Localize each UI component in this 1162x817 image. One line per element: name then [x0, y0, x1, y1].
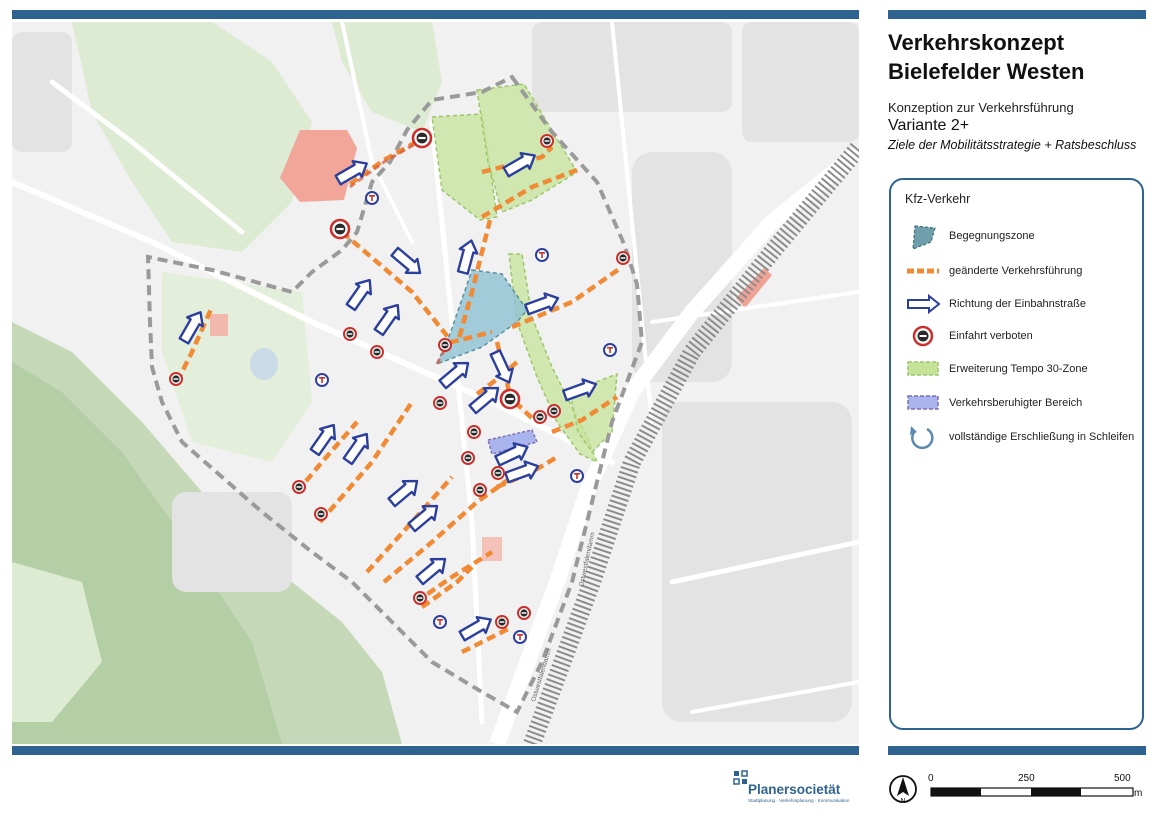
loop-access-sign-icon — [316, 374, 328, 386]
panel-top-bar — [888, 10, 1146, 19]
legend — [889, 178, 1144, 730]
one-way-arrow-icon — [905, 290, 941, 320]
loop-access-sign-icon — [536, 249, 548, 261]
no-entry-sign-icon — [474, 484, 486, 496]
no-entry-sign-icon — [170, 373, 182, 385]
logo-name: Planersocietät — [748, 782, 841, 797]
legend-item-loop-access — [891, 423, 1143, 453]
no-entry-sign-icon — [548, 405, 560, 417]
street-label: Ostwestfalendamm — [530, 647, 554, 703]
legend-label: Richtung der Einbahnstraße — [949, 298, 1086, 310]
panel-bottom-bar — [888, 746, 1146, 755]
loop-access-sign-icon — [514, 631, 526, 643]
loop-access-sign-icon — [434, 616, 446, 628]
subtitle-concept: Konzeption zur Verkehrsführung — [888, 100, 1074, 115]
map-bottom-bar — [12, 746, 859, 755]
legend-label: Begegnungszone — [949, 230, 1035, 242]
legend-item-meeting-zone — [891, 222, 1143, 252]
no-entry-sign-icon — [293, 481, 305, 493]
purple-dashed-area-icon — [905, 389, 941, 419]
scale-unit: m — [1134, 788, 1143, 799]
no-entry-sign-icon — [468, 426, 480, 438]
no-entry-sign-icon — [617, 252, 629, 264]
legend-item-traffic-calmed — [891, 389, 1143, 419]
no-entry-sign-icon — [518, 607, 530, 619]
no-entry-sign-icon — [905, 322, 941, 352]
north-arrow-icon — [888, 772, 920, 806]
no-entry-sign-icon — [413, 129, 431, 147]
no-entry-sign-icon — [492, 467, 504, 479]
scale-tick-250: 250 — [1018, 773, 1035, 784]
legend-item-changed-routing — [891, 257, 1143, 287]
loop-access-sign-icon — [366, 192, 378, 204]
logo-tagline: Stadtplanung · Verkehrsplanung · Kommunikation — [748, 798, 850, 803]
loop-access-sign-icon — [571, 470, 583, 482]
title-block — [888, 28, 1150, 152]
street-label: Ostwestfalendamm — [578, 531, 597, 588]
scale-tick-500: 500 — [1114, 773, 1131, 784]
legend-label: Einfahrt verboten — [949, 330, 1033, 342]
loop-access-sign-icon — [604, 344, 616, 356]
no-entry-sign-icon — [496, 616, 508, 628]
no-entry-sign-icon — [315, 508, 327, 520]
no-entry-sign-icon — [434, 397, 446, 409]
map-top-bar — [12, 10, 859, 19]
scale-area — [888, 770, 1148, 810]
map[interactable] — [12, 22, 859, 744]
legend-label: vollständige Erschließung in Schleifen — [949, 431, 1135, 443]
no-entry-sign-icon — [462, 452, 474, 464]
legend-item-tempo30 — [891, 355, 1143, 385]
no-entry-sign-icon — [541, 135, 553, 147]
no-entry-sign-icon — [534, 411, 546, 423]
title-line1: Verkehrskonzept — [888, 30, 1065, 55]
no-entry-sign-icon — [371, 346, 383, 358]
legend-item-no-entry — [891, 322, 1143, 352]
title-line2: Bielefelder Westen — [888, 59, 1085, 84]
logo-mark-icon — [733, 770, 749, 786]
orange-dashed-line-icon — [905, 257, 941, 287]
meeting-zone-polygon-icon — [905, 222, 941, 252]
no-entry-sign-icon — [439, 339, 451, 351]
legend-label: geänderte Verkehrsführung — [949, 265, 1083, 277]
scale-bar — [930, 787, 1143, 799]
north-label: N — [900, 798, 906, 805]
no-entry-sign-icon — [344, 328, 356, 340]
no-entry-sign-icon — [414, 592, 426, 604]
green-dashed-area-icon — [905, 355, 941, 385]
subtitle-variant: Variante 2+ — [888, 117, 970, 134]
no-entry-sign-icon — [501, 390, 519, 408]
subtitle-goals: Ziele der Mobilitätsstrategie + Ratsbeschluss — [888, 138, 1137, 152]
legend-label: Erweiterung Tempo 30-Zone — [949, 363, 1088, 375]
scale-tick-0: 0 — [928, 773, 934, 784]
planersocietaet-logo — [733, 770, 853, 806]
loop-arrow-icon — [905, 423, 941, 457]
legend-item-one-way — [891, 290, 1143, 320]
no-entry-sign-icon — [331, 220, 349, 238]
legend-label: Verkehrsberuhigter Bereich — [949, 397, 1083, 409]
legend-heading: Kfz-Verkehr — [905, 192, 971, 206]
